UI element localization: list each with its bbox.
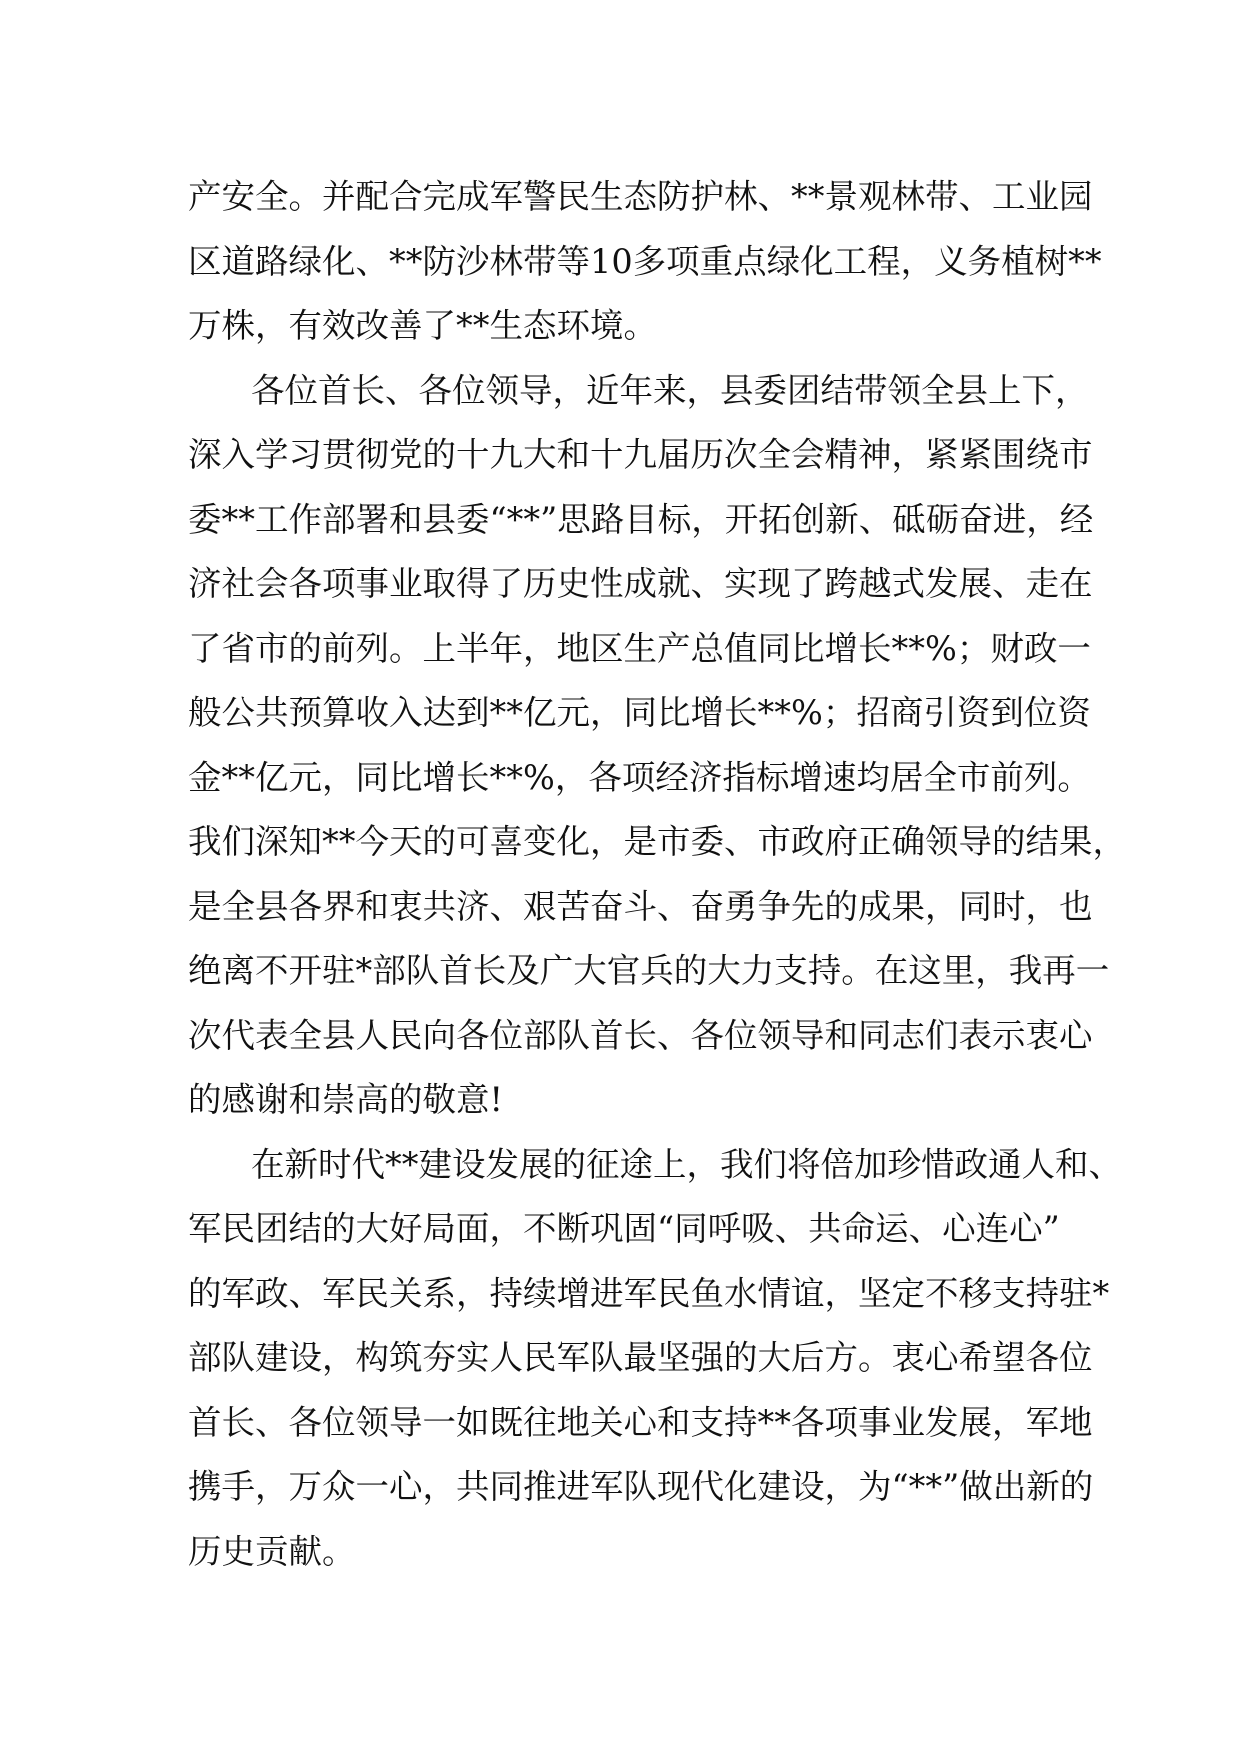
text-line: 在新时代**建设发展的征途上，我们将倍加珍惜政通人和、 xyxy=(251,1144,1122,1184)
text-line: 委**工作部署和县委“**”思路目标，开拓创新、砥砺奋进，经 xyxy=(188,499,1094,539)
text-line: 区道路绿化、**防沙林带等10多项重点绿化工程，义务植树** xyxy=(188,241,1102,281)
text-line: 携手，万众一心，共同推进军队现代化建设，为“**”做出新的 xyxy=(188,1467,1094,1506)
text-line: 是全县各界和衷共济、艰苦奋斗、奋勇争先的成果，同时，也 xyxy=(188,886,1093,926)
text-line: 的军政、军民关系，持续增进军民鱼水情谊，坚定不移支持驻* xyxy=(188,1273,1110,1313)
text-line: 般公共预算收入达到**亿元，同比增长**%；招商引资到位资 xyxy=(188,693,1091,732)
text-line: 济社会各项事业取得了历史性成就、实现了跨越式发展、走在 xyxy=(188,564,1093,603)
paragraph-1 xyxy=(188,165,1102,359)
text-line: 次代表全县人民向各位部队首长、各位领导和同志们表示衷心 xyxy=(188,1015,1093,1055)
text-line: 金**亿元，同比增长**%，各项经济指标增速均居全市前列。 xyxy=(188,757,1091,797)
text-line: 部队建设，构筑夯实人民军队最坚强的大后方。衷心希望各位 xyxy=(188,1338,1093,1377)
text-line: 绝离不开驻*部队首长及广大官兵的大力支持。在这里，我再一 xyxy=(188,951,1110,990)
text-line: 各位首长、各位领导，近年来，县委团结带领全县上下， xyxy=(251,370,1089,410)
text-line: 历史贡献。 xyxy=(188,1531,356,1571)
paragraph-2 xyxy=(188,359,1126,1133)
text-line: 军民团结的大好局面，不断巩固“同呼吸、共命运、心连心” xyxy=(188,1209,1060,1248)
document-body xyxy=(188,165,1126,1584)
text-line: 的感谢和崇高的敬意! xyxy=(188,1080,503,1119)
text-line: 产安全。并配合完成军警民生态防护林、**景观林带、工业园 xyxy=(188,177,1093,216)
text-line: 万株，有效改善了**生态环境。 xyxy=(188,306,657,345)
text-line: 深入学习贯彻党的十九大和十九届历次全会精神，紧紧围绕市 xyxy=(188,435,1093,474)
text-line: 我们深知**今天的可喜变化，是市委、市政府正确领导的结果， xyxy=(188,822,1126,861)
paragraph-3 xyxy=(188,1133,1122,1585)
text-line: 了省市的前列。上半年，地区生产总值同比增长**%；财政一 xyxy=(188,628,1091,668)
text-line: 首长、各位领导一如既往地关心和支持**各项事业发展，军地 xyxy=(188,1402,1093,1442)
